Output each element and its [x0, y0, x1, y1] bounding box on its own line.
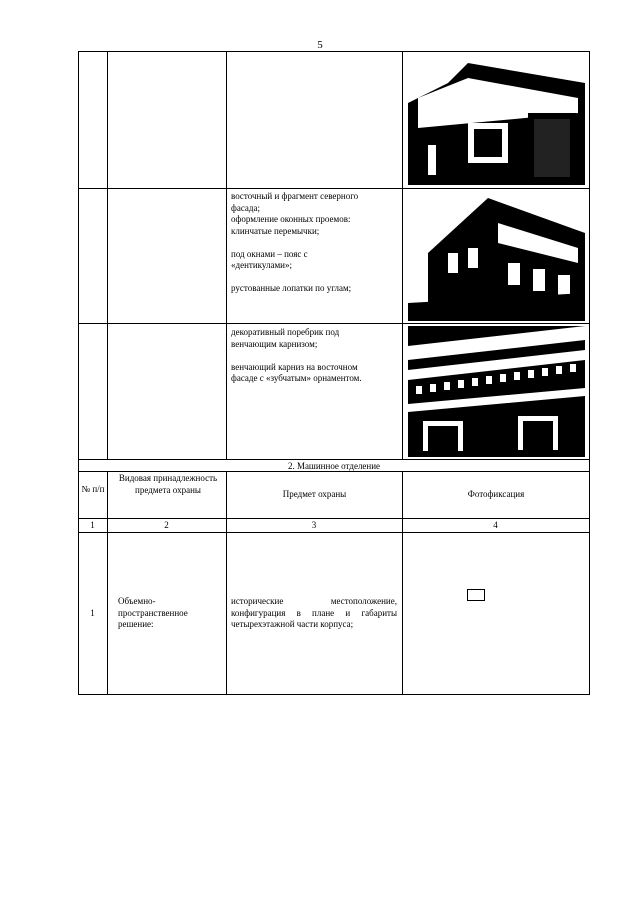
table-border-right — [589, 51, 590, 695]
col-divider-1-bottom — [107, 471, 108, 695]
header-divider — [78, 518, 590, 519]
col-number-3: 3 — [311, 520, 317, 530]
row-divider-2 — [78, 323, 590, 324]
row-3-subject: декоративный поребрик под венчающим карнизом; венчающий карниз на восточном фасаде с «зубчатым» орнаментом. — [231, 327, 362, 383]
header-subject: Предмет охраны — [282, 489, 347, 499]
col-divider-3-bottom — [402, 471, 403, 695]
header-photo: Фотофиксация — [467, 489, 525, 499]
col-number-2: 2 — [164, 520, 169, 530]
table-border-top — [78, 51, 590, 52]
page-number: 5 — [317, 39, 323, 51]
col-divider-2-bottom — [226, 471, 227, 695]
protection-table — [78, 51, 590, 695]
col-number-divider — [78, 532, 590, 533]
facade-photo-3 — [408, 326, 585, 457]
photo-placeholder — [467, 589, 485, 601]
row-2-subject: восточный и фрагмент северного фасада; оформление оконных проемов: клинчатые перемычки; под окнами – пояс с «дентикулами»; рустованные лопатки по углам; — [231, 191, 359, 293]
table-border-left — [78, 51, 79, 695]
row-divider-1 — [78, 188, 590, 189]
col-divider-3-top — [402, 51, 403, 459]
col-number-4: 4 — [493, 520, 498, 530]
facade-photo-2 — [408, 193, 585, 321]
col-number-1: 1 — [90, 520, 95, 530]
row-main-type: Объемно- пространственное решение: — [118, 596, 188, 629]
row-main-subject: исторические местоположение, конфигурация в плане и габариты четырехэтажной части корпуса; — [231, 596, 397, 629]
row-divider-3 — [78, 459, 590, 460]
row-main-num: 1 — [90, 608, 95, 618]
col-divider-2-top — [226, 51, 227, 459]
table-border-bottom — [78, 694, 590, 695]
section-title: 2. Машинное отделение — [287, 461, 381, 471]
col-divider-1-top — [107, 51, 108, 459]
header-num: № п/п — [81, 484, 105, 494]
header-type: Видовая принадлежность предмета охраны — [118, 473, 218, 495]
facade-photo-1 — [408, 53, 585, 185]
